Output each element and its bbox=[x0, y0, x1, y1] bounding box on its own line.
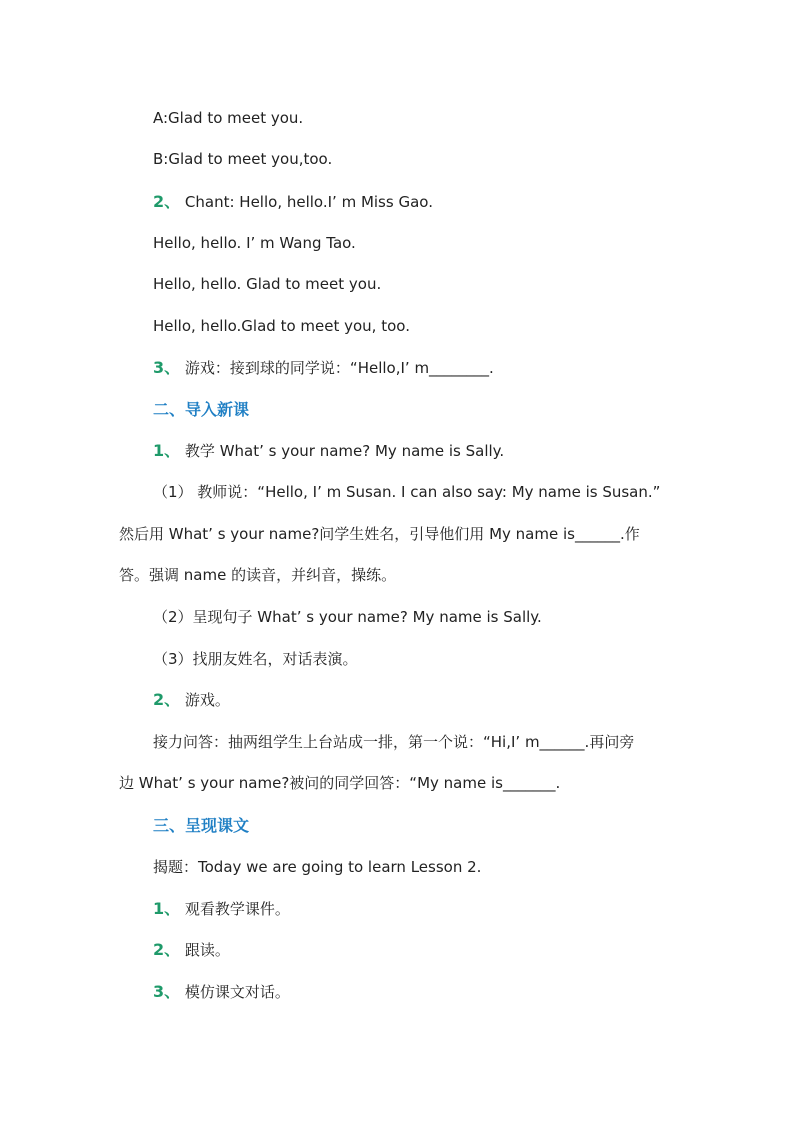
list-item bbox=[153, 940, 230, 960]
list-item bbox=[153, 982, 290, 1002]
item-number: 3、 bbox=[153, 982, 181, 1001]
paragraph-line: （1） 教师说：“Hello, I’ m Susan. I can also say: My name is Susan.” bbox=[153, 483, 661, 501]
item-text: 模仿课文对话。 bbox=[184, 983, 290, 1001]
item-number: 1、 bbox=[153, 441, 181, 460]
list-item bbox=[153, 899, 290, 919]
item-number: 1、 bbox=[153, 899, 181, 918]
item-number: 2、 bbox=[153, 690, 181, 709]
item-number: 2、 bbox=[153, 192, 181, 211]
paragraph-line: （3）找朋友姓名，对话表演。 bbox=[153, 650, 358, 668]
game-item bbox=[153, 690, 230, 710]
chant-line: Hello, hello. I’ m Wang Tao. bbox=[153, 234, 356, 252]
item-text: 观看教学课件。 bbox=[184, 900, 290, 918]
paragraph-line: 揭题：Today we are going to learn Lesson 2. bbox=[153, 858, 482, 876]
chant-line: Hello, hello.Glad to meet you, too. bbox=[153, 317, 410, 335]
paragraph-line: 边 What’ s your name?被问的同学回答：“My name is_______. bbox=[119, 774, 561, 792]
paragraph-line: （2）呈现句子 What’ s your name? My name is Sally. bbox=[153, 608, 542, 626]
paragraph-line: 然后用 What’ s your name?问学生姓名，引导他们用 My name is______.作 bbox=[119, 525, 640, 543]
chant-line: Hello, hello. Glad to meet you. bbox=[153, 275, 382, 293]
paragraph-line: 接力问答：抽两组学生上台站成一排，第一个说：“Hi,I’ m______.再问旁 bbox=[153, 733, 635, 751]
item-number: 2、 bbox=[153, 940, 181, 959]
dialog-line-a: A:Glad to meet you. bbox=[153, 109, 304, 127]
section-heading: 三、呈现课文 bbox=[153, 816, 250, 835]
dialog-line-b: B:Glad to meet you,too. bbox=[153, 150, 333, 168]
paragraph-line: 答。强调 name 的读音，并纠音，操练。 bbox=[119, 566, 397, 584]
item-text: 游戏：接到球的同学说：“Hello,I’ m________. bbox=[184, 359, 494, 377]
item-text: Chant: Hello, hello.I’ m Miss Gao. bbox=[184, 193, 433, 211]
item-number: 3、 bbox=[153, 358, 181, 377]
item-text: 游戏。 bbox=[184, 691, 230, 709]
teach-item bbox=[153, 441, 504, 461]
section-heading: 二、导入新课 bbox=[153, 400, 250, 419]
item-text: 跟读。 bbox=[184, 941, 230, 959]
game-item bbox=[153, 358, 494, 378]
chant-item bbox=[153, 192, 433, 212]
item-text: 教学 What’ s your name? My name is Sally. bbox=[184, 442, 505, 460]
